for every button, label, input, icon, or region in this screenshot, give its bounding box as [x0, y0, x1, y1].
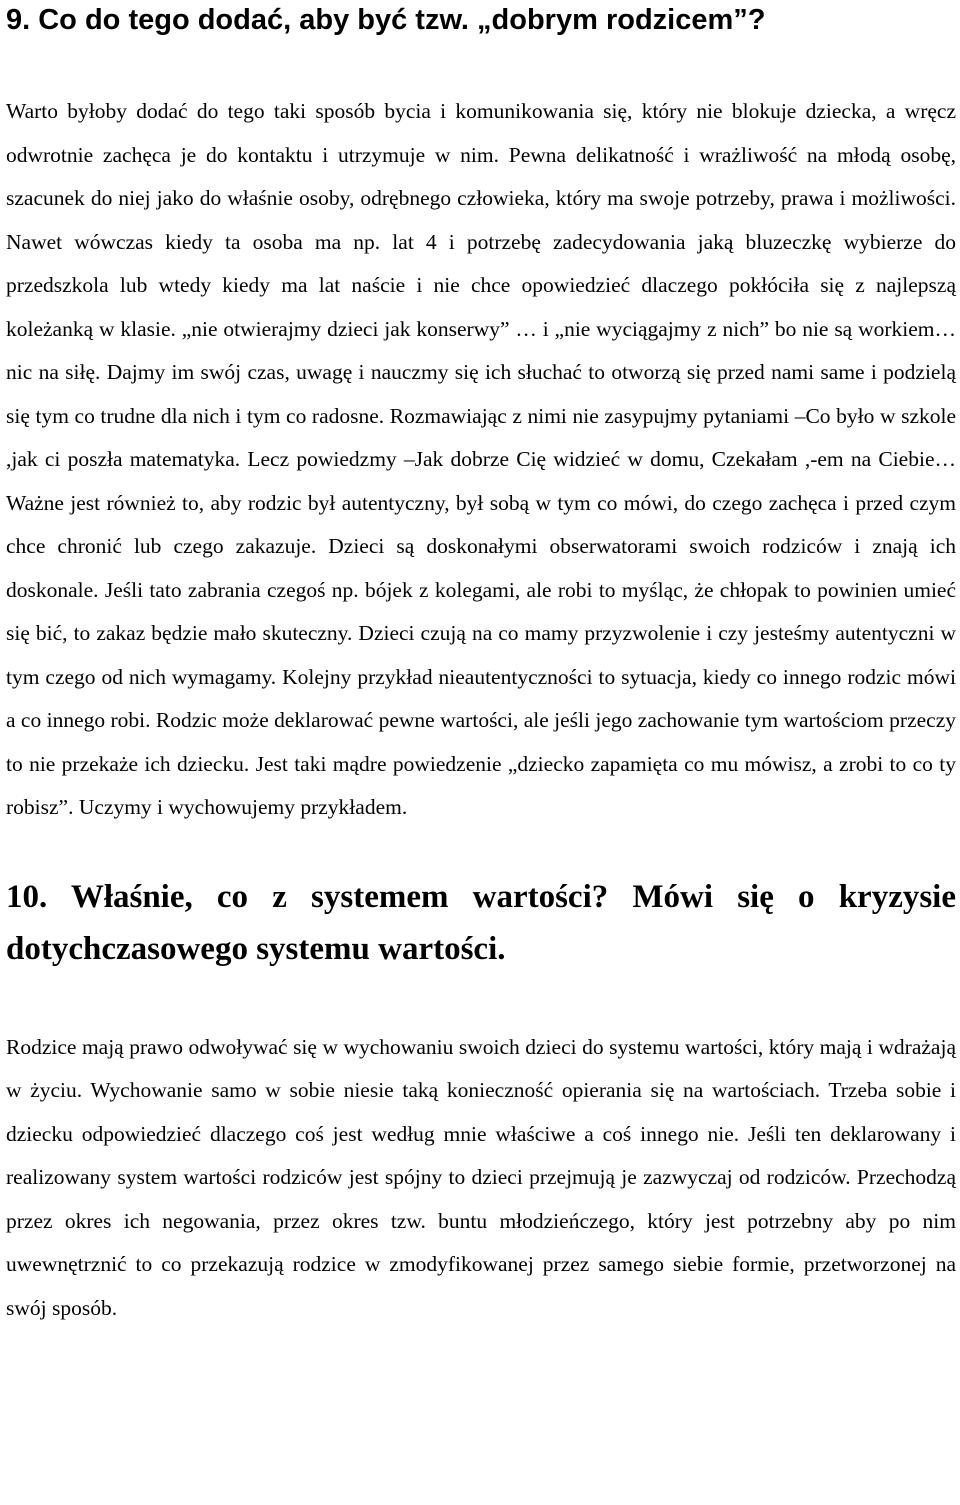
section-10-heading: 10. Właśnie, co z systemem wartości? Mówi się o kryzysie dotychczasowego systemu wartości. [6, 878, 956, 967]
document-page [6, 0, 956, 1330]
section-10-paragraph: Rodzice mają prawo odwoływać się w wychowaniu swoich dzieci do systemu wartości, który mają i wdrażają w życiu. Wychowanie samo w sobie niesie taką konieczność opierania się na wartościach. Trzeba sobie i dziecku odpowiedzieć dlaczego coś jest według mnie właściwe a coś innego nie. Jeśli ten deklarowany i realizowany system wartości rodziców jest spójny to dzieci przejmują je zazwyczaj od rodziców. Przechodzą przez okres ich negowania, przez okres tzw. buntu młodzieńczego, który jest potrzebny aby po nim uwewnętrznić to co przekazują rodzice w zmodyfikowanej przez samego siebie formie, przetworzonej na swój sposób. [6, 1034, 956, 1320]
section-9-heading: 9. Co do tego dodać, aby być tzw. „dobrym rodzicem”? [6, 4, 766, 36]
section-9-paragraph: Warto byłoby dodać do tego taki sposób bycia i komunikowania się, który nie blokuje dziecka, a wręcz odwrotnie zachęca je do kontaktu i utrzymuje w nim. Pewna delikatność i wrażliwość na młodą osobę, szacunek do niej jako do właśnie osoby, odrębnego człowieka, który ma swoje potrzeby, prawa i możliwości. Nawet wówczas kiedy ta osoba ma np. lat 4 i potrzebę zadecydowania jaką bluzeczkę wybierze do przedszkola lub wtedy kiedy ma lat naście i nie chce opowiedzieć dlaczego pokłóciła się z najlepszą koleżanką w klasie. „nie otwierajmy dzieci jak konserwy” … i „nie wyciągajmy z nich” bo nie są workiem… nic na siłę. Dajmy im swój czas, uwagę i nauczmy się ich słuchać to otworzą się przed nami same i podzielą się tym co trudne dla nich i tym co radosne. Rozmawiając z nimi nie zasypujmy pytaniami –Co było w szkole ,jak ci poszła matematyka. Lecz powiedzmy –Jak dobrze Cię widzieć w domu, Czekałam ,-em na Ciebie… Ważne jest również to, aby rodzic był autentyczny, był sobą w tym co mówi, do czego zachęca i przed czym chce chronić lub czego zakazuje. Dzieci są doskonałymi obserwatorami swoich rodziców i znają ich doskonale. Jeśli tato zabrania czegoś np. bójek z kolegami, ale robi to myśląc, że chłopak to powinien umieć się bić, to zakaz będzie mało skuteczny. Dzieci czują na co mamy przyzwolenie i czy jesteśmy autentyczni w tym czego od nich wymagamy. Kolejny przykład nieautentyczności to sytuacja, kiedy co innego rodzic mówi a co innego robi. Rodzic może deklarować pewne wartości, ale jeśli jego zachowanie tym wartościom przeczy to nie przekaże ich dziecku. Jest taki mądre powiedzenie „dziecko zapamięta co mu mówisz, a zrobi to co ty robisz”. Uczymy i wychowujemy przykładem. [6, 99, 956, 819]
